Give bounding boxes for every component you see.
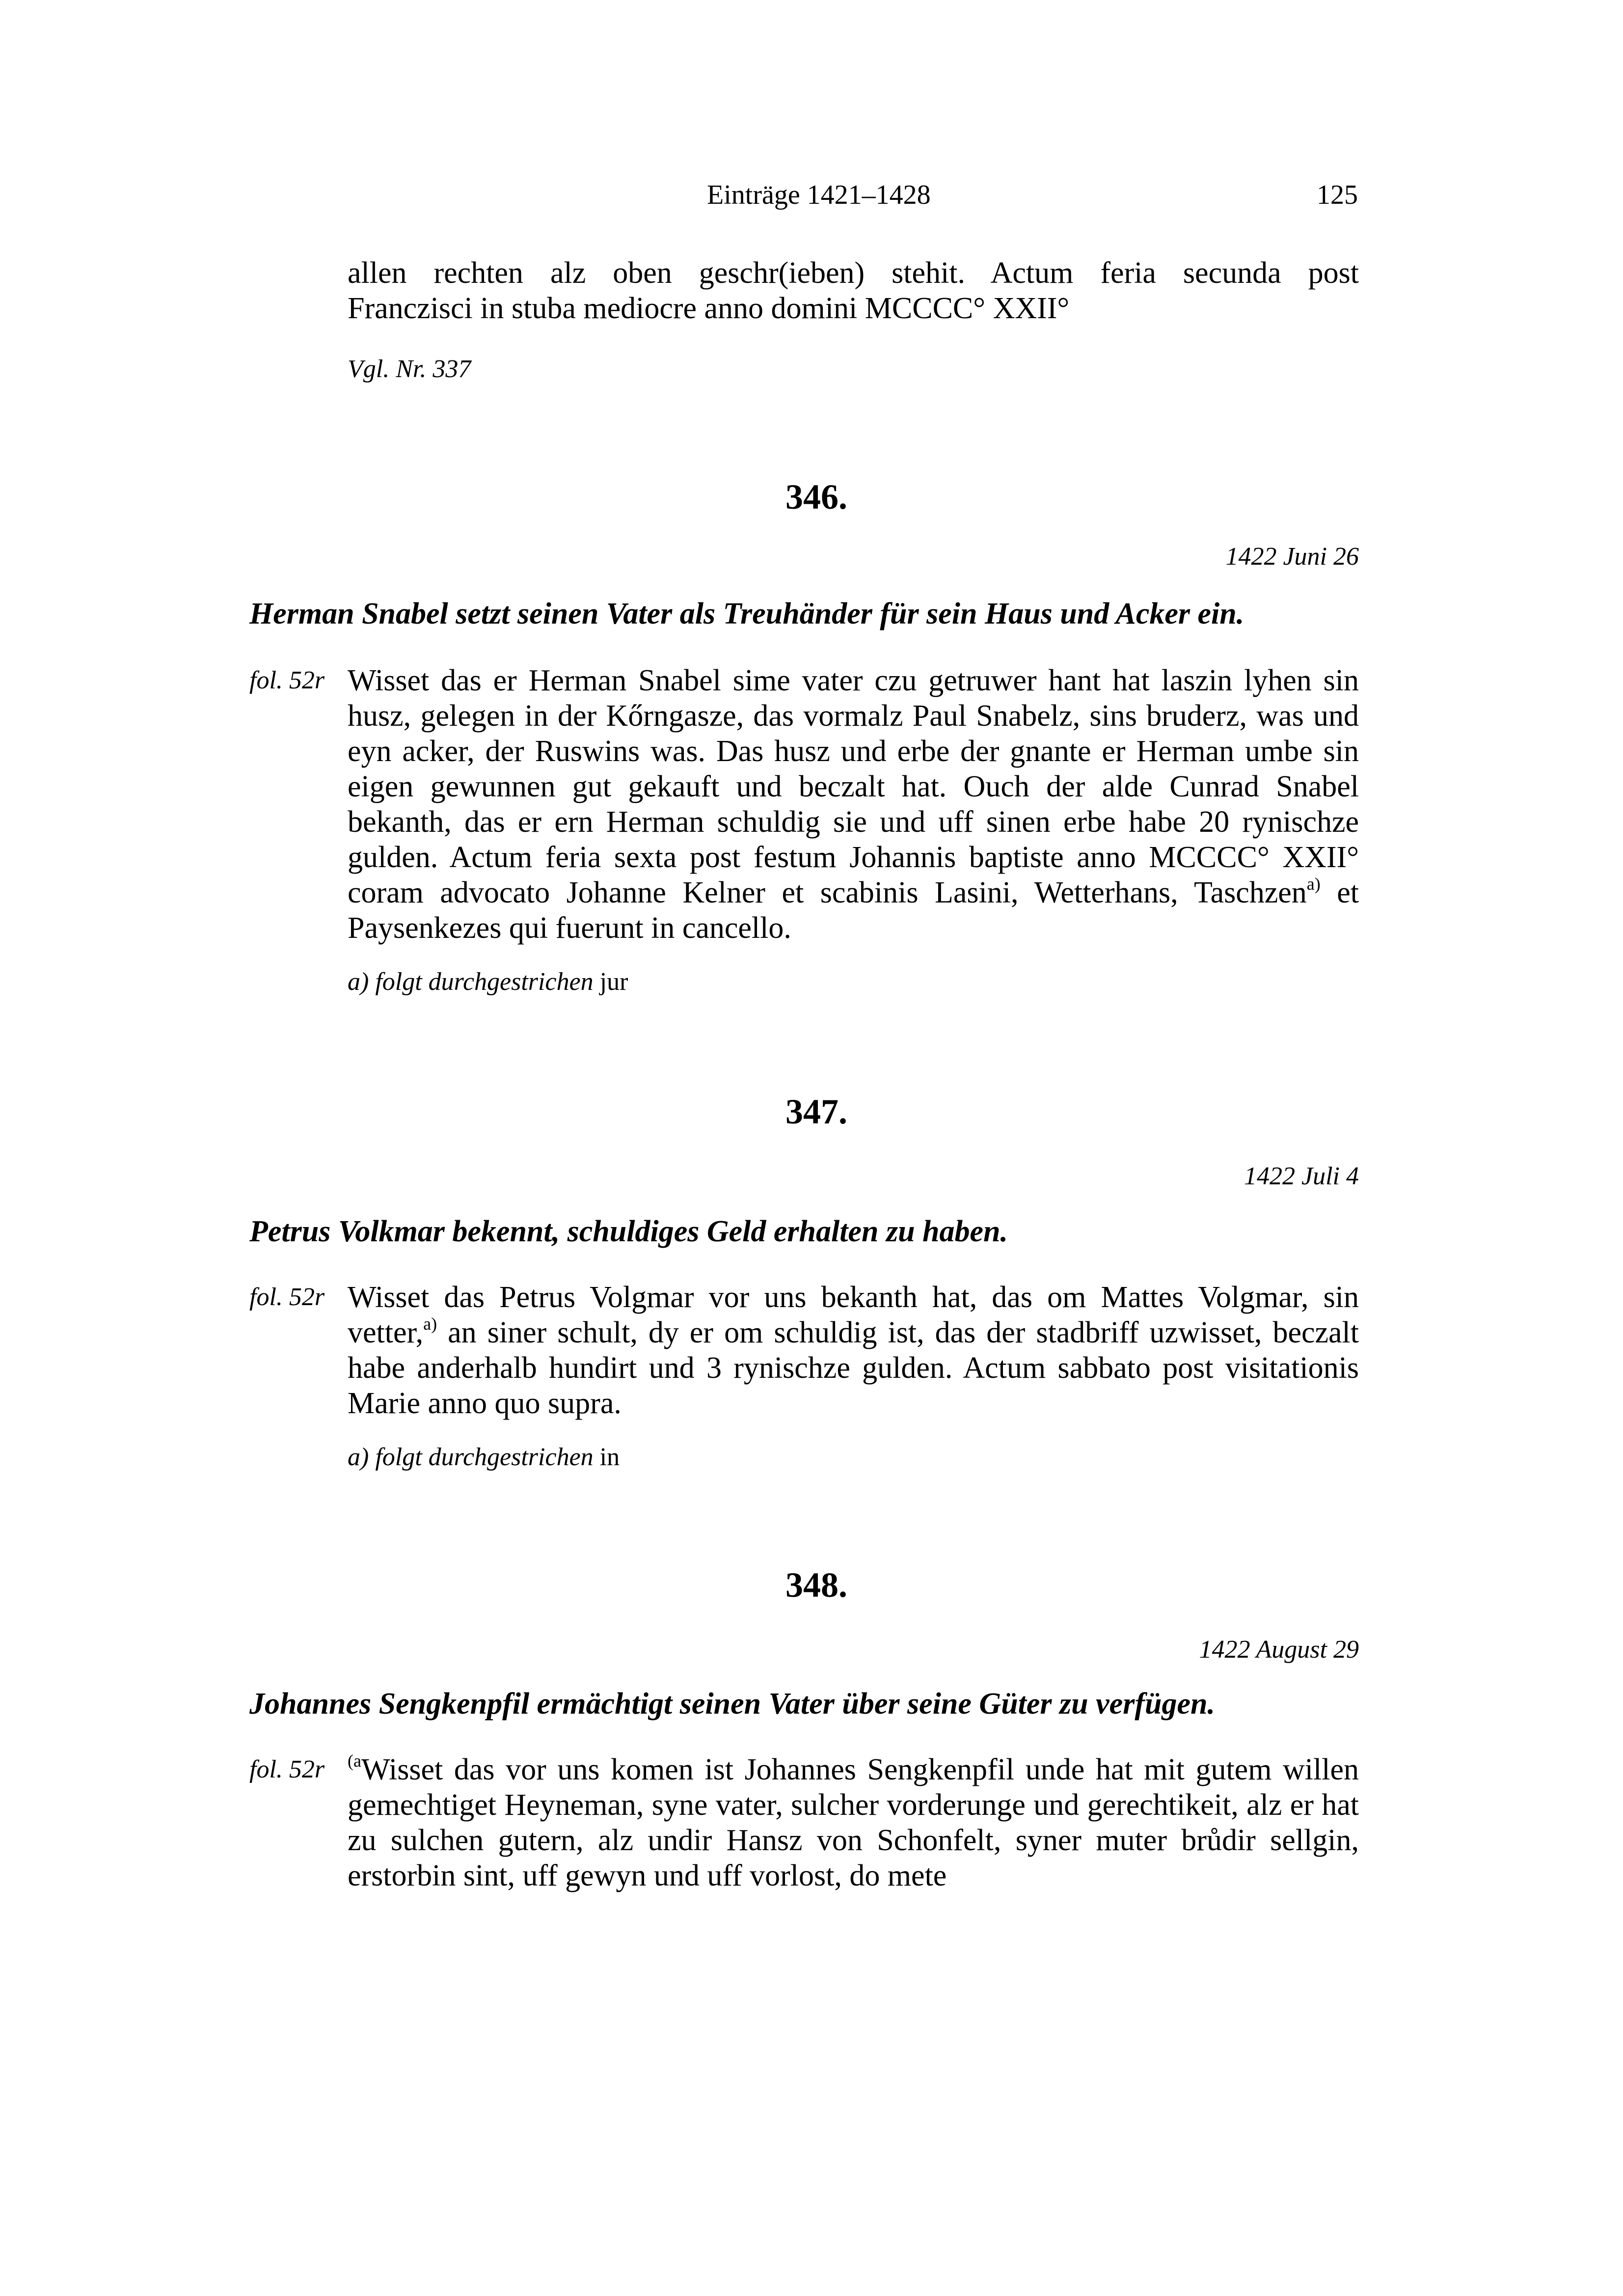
entry-title-348: Johannes Sengkenpfil ermächtigt seinen Vater über seine Güter zu verfügen.: [249, 1687, 1215, 1721]
entry-text-346-main: Wisset das er Herman Snabel sime vater czu getruwer hant hat laszin lyhen sin husz, gelegen in der Kőrngasze, das vormalz Paul Snabelz, sins bruderz, was und eyn acker, der Ruswins was. Das husz und erbe der gnante er Herman umbe sin eigen gewunnen gut gekauft und beczalt hat. Ouch der alde Cunrad Snabel bekanth, das er ern Herman schuldig sie und uff sinen erbe habe 20 rynischze gulden. Actum feria sexta post festum Johannis baptiste anno MCCCC° XXII° coram advocato Johanne Kelner et scabinis Lasini, Wetterhans, Taschzen: [348, 664, 1359, 909]
entry-text-346: [348, 663, 1359, 946]
entry-text-347-end: an siner schult, dy er om schuldig ist, das der stadbriff uzwisset, beczalt habe anderhalb hundirt und 3 rynischze gulden. Actum sabbato post visitationis Marie anno quo supra.: [348, 1316, 1359, 1420]
editorial-marker: (a: [348, 1751, 361, 1771]
entry-text-346-end: et Paysenkezes qui fuerunt in cancello.: [348, 876, 1359, 945]
footnote-347-label: a) folgt durchgestrichen: [348, 1443, 594, 1471]
footnote-marker: a): [423, 1314, 437, 1334]
entry-number-347: 347.: [785, 1092, 847, 1131]
entry-number-346: 346.: [785, 477, 847, 517]
footnote-346: [348, 966, 628, 998]
footnote-346-label: a) folgt durchgestrichen: [348, 968, 594, 996]
cross-reference-text: Vgl. Nr. 337: [348, 355, 471, 383]
running-head: Einträge 1421–1428: [707, 180, 931, 210]
entry-date-346: 1422 Juni 26: [1225, 543, 1359, 571]
continuation-line-2: Franczisci in stuba mediocre anno domini MCCCC° XXII°: [348, 292, 1070, 325]
continuation-text: [348, 255, 1359, 326]
entry-number-348: 348.: [785, 1565, 847, 1605]
folio-348: fol. 52r: [249, 1755, 325, 1783]
folio-347: fol. 52r: [249, 1283, 325, 1311]
entry-text-348-main: Wisset das vor uns komen ist Johannes Sengkenpfil unde hat mit gutem willen gemechtiget Heyneman, syne vater, sulcher vorderunge und gerechtikeit, alz er hat zu sulchen gutern, alz undir Hansz von Schonfelt, syner muter brůdir sellgin, erstorbin sint, uff gewyn und uff vorlost, do mete: [348, 1753, 1359, 1892]
footnote-347: [348, 1442, 620, 1473]
entry-date-348: 1422 August 29: [1199, 1636, 1359, 1664]
footnote-347-text: in: [593, 1443, 620, 1471]
entry-title-346: Herman Snabel setzt seinen Vater als Treuhänder für sein Haus und Acker ein.: [249, 597, 1244, 630]
folio-346: fol. 52r: [249, 666, 325, 694]
entry-text-347: [348, 1280, 1359, 1421]
footnote-346-text: jur: [593, 968, 628, 996]
footnote-marker: a): [1306, 874, 1321, 894]
entry-text-348: [348, 1752, 1359, 1893]
entry-text-347-main: Wisset das Petrus Volgmar vor uns bekanth hat, das om Mattes Volgmar, sin vetter,: [348, 1281, 1359, 1349]
entry-title-347: Petrus Volkmar bekennt, schuldiges Geld erhalten zu haben.: [249, 1215, 1008, 1248]
entry-date-347: 1422 Juli 4: [1244, 1162, 1359, 1190]
cross-reference-note: [348, 354, 471, 385]
page-number: 125: [1317, 180, 1358, 210]
continuation-line-1: allen rechten alz oben geschr(ieben) stehit. Actum feria secunda post: [348, 256, 1359, 290]
